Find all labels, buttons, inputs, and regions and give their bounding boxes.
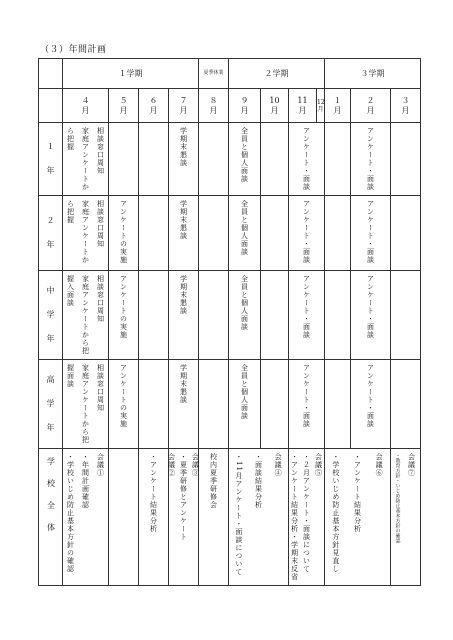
- cell-g1-jul: 学期末懇談: [169, 123, 199, 196]
- cell-ms-sep: 全員と個人面談: [229, 271, 261, 360]
- cell-school-jan: 会議⑥ ・アンケート結果分析 ・学校いじめ防止基本方針見直し: [325, 449, 391, 586]
- cell-g2-apr: 相談窓口周知 家庭アンケートか ら把握: [63, 196, 109, 271]
- month-jun: ６ 月: [139, 89, 169, 123]
- row-grade-2: [39, 196, 421, 271]
- cell-g1-sep: 全員と個人面談: [229, 123, 261, 196]
- month-nov: 11 月: [289, 89, 317, 123]
- cell-school-jun: ・アンケート結果分析: [139, 449, 169, 586]
- cell-hs-nov: アンケート・面談: [289, 360, 325, 449]
- cell-hs-aug: [199, 360, 229, 449]
- month-dec: 12 月: [317, 89, 325, 123]
- term-1: １学期: [63, 59, 199, 89]
- term-summer: 夏季休業: [199, 59, 229, 89]
- cell-hs-sep: 全員と個人面談: [229, 360, 261, 449]
- cell-ms-mar: [391, 271, 421, 360]
- cell-g2-feb: アンケート・面談: [351, 196, 391, 271]
- cell-hs-jan: [325, 360, 351, 449]
- cell-g1-feb: アンケート・面談: [351, 123, 391, 196]
- cell-hs-jun: [139, 360, 169, 449]
- month-jan: １ 月: [325, 89, 351, 123]
- cell-school-apr: 会議① ・年間計画確認 ・学校いじめ防止基本方針の確認: [63, 449, 109, 586]
- cell-school-jul: 会議③ ・夏季研修とアンケート 会議②: [169, 449, 199, 586]
- cell-ms-apr: 相談窓口周知 家庭アンケートから把 握入面談: [63, 271, 109, 360]
- cell-hs-oct: [261, 360, 289, 449]
- cell-school-aug: 校内夏季研修会: [199, 449, 229, 586]
- annual-plan-table: [38, 58, 421, 586]
- cell-g2-jan: [325, 196, 351, 271]
- cell-g2-sep: 全員と個人面談: [229, 196, 261, 271]
- term-2: ２学期: [229, 59, 325, 89]
- cell-school-may: [109, 449, 139, 586]
- term-header-row: [39, 59, 421, 89]
- cell-g1-nov: アンケート・面談: [289, 123, 325, 196]
- row-middle-school: [39, 271, 421, 360]
- cell-g1-mar: [391, 123, 421, 196]
- cell-g2-nov: アンケート・面談: [289, 196, 325, 271]
- cell-hs-may: アンケートの実施: [109, 360, 139, 449]
- month-apr: ４ 月: [63, 89, 109, 123]
- cell-school-mar: 会議⑦ ・教育方針・いじめ防止基本方針の確認: [391, 449, 421, 586]
- row-whole-school: [39, 449, 421, 586]
- month-oct: 10 月: [261, 89, 289, 123]
- corner-cell: [39, 59, 63, 89]
- section-title: （３）年間計画: [40, 45, 107, 55]
- cell-school-nov: 会議⑤ ・２月アンケート・面談について ・アンケート結果分析・学期末反省: [289, 449, 325, 586]
- cell-g2-oct: [261, 196, 289, 271]
- cell-g1-aug: [199, 123, 229, 196]
- cell-g2-jul: 学期末懇談: [169, 196, 199, 271]
- cell-ms-jan: [325, 271, 351, 360]
- month-header-row: [39, 89, 421, 123]
- row-label-grade-2: ２ 年: [39, 196, 63, 271]
- cell-hs-apr: 相談窓口周知 家庭アンケートから把 握面談: [63, 360, 109, 449]
- corner-cell-2: [39, 89, 63, 123]
- cell-hs-feb: アンケート・面談: [351, 360, 391, 449]
- cell-ms-oct: [261, 271, 289, 360]
- month-aug: ８ 月: [199, 89, 229, 123]
- month-sep: ９ 月: [229, 89, 261, 123]
- row-high-school: [39, 360, 421, 449]
- row-label-high: 高 学 年: [39, 360, 63, 449]
- cell-ms-may: アンケートの実施: [109, 271, 139, 360]
- month-jul: ７ 月: [169, 89, 199, 123]
- cell-g2-aug: [199, 196, 229, 271]
- cell-school-sep: 会議④ ・面談結果分析 ・11月アンケート・面談について: [229, 449, 289, 586]
- cell-ms-nov: アンケート・面談: [289, 271, 325, 360]
- cell-ms-jul: 学期末懇談: [169, 271, 199, 360]
- month-may: ５ 月: [109, 89, 139, 123]
- cell-ms-aug: [199, 271, 229, 360]
- term-3: ３学期: [325, 59, 421, 89]
- cell-ms-feb: アンケート・面談: [351, 271, 391, 360]
- month-feb: ２ 月: [351, 89, 391, 123]
- cell-g2-mar: [391, 196, 421, 271]
- cell-g2-jun: [139, 196, 169, 271]
- cell-g2-may: アンケートの実施: [109, 196, 139, 271]
- cell-hs-mar: [391, 360, 421, 449]
- row-grade-1: [39, 123, 421, 196]
- cell-g1-jan: [325, 123, 351, 196]
- cell-g1-oct: [261, 123, 289, 196]
- cell-g1-jun: [139, 123, 169, 196]
- row-label-school: 学校全体: [39, 449, 63, 586]
- cell-hs-jul: 学期末懇談: [169, 360, 199, 449]
- cell-ms-jun: [139, 271, 169, 360]
- month-mar: ３ 月: [391, 89, 421, 123]
- row-label-grade-1: １ 年: [39, 123, 63, 196]
- cell-g1-apr: 相談窓口周知 家庭アンケートか ら把握: [63, 123, 109, 196]
- row-label-middle: 中 学 年: [39, 271, 63, 360]
- cell-g1-may: [109, 123, 139, 196]
